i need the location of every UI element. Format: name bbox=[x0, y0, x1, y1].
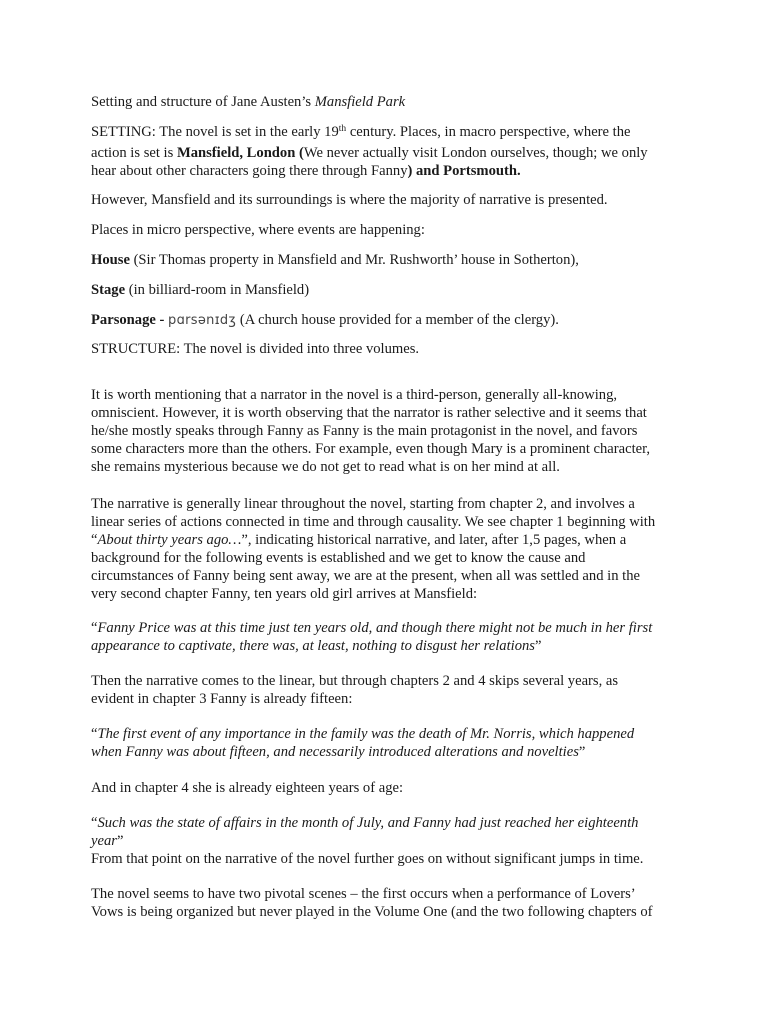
then-line-2: evident in chapter 3 Fanny is already fifteen: bbox=[91, 691, 353, 707]
pivotal-line-1: The novel seems to have two pivotal scenes – the first occurs when a performance of Lovers’ bbox=[91, 886, 636, 902]
setting-line-3: hear about other characters going there through Fanny) and Portsmouth. bbox=[91, 163, 521, 179]
quote-3-line-2: year” bbox=[91, 833, 124, 849]
narrative-line-5: circumstances of Fanny being sent away, we are at the present, when all was settled and in the bbox=[91, 568, 640, 584]
house-item: House (Sir Thomas property in Mansfield and Mr. Rushworth’ house in Sotherton), bbox=[91, 252, 579, 268]
narrative-line-3: “About thirty years ago…”, indicating historical narrative, and later, after 1,5 pages, when a bbox=[91, 532, 627, 548]
ipa-transcription: pɑrsənɪdʒ bbox=[168, 313, 237, 328]
parsonage-item: Parsonage - pɑrsənɪdʒ (A church house provided for a member of the clergy). bbox=[91, 312, 559, 328]
setting-line-1: SETTING: The novel is set in the early 19th century. Places, in macro perspective, where the bbox=[91, 124, 631, 140]
narrator-line-1: It is worth mentioning that a narrator in the novel is a third-person, generally all-knowing, bbox=[91, 387, 618, 403]
stage-item: Stage (in billiard-room in Mansfield) bbox=[91, 282, 310, 298]
document-page bbox=[91, 0, 691, 1024]
narrative-line-1: The narrative is generally linear throughout the novel, starting from chapter 2, and involves a bbox=[91, 496, 635, 512]
quote-2-line-1: “The first event of any importance in the family was the death of Mr. Norris, which happened bbox=[91, 726, 635, 742]
from-that-point-line: From that point on the narrative of the novel further goes on without significant jumps in time. bbox=[91, 851, 644, 867]
then-line-1: Then the narrative comes to the linear, but through chapters 2 and 4 skips several years, as bbox=[91, 673, 619, 689]
setting-line-2: action is set is Mansfield, London (We never actually visit London ourselves, though; we only bbox=[91, 145, 648, 161]
quote-3-line-1: “Such was the state of affairs in the month of July, and Fanny had just reached her eighteenth bbox=[91, 815, 639, 831]
micro-paragraph: Places in micro perspective, where events are happening: bbox=[91, 222, 425, 238]
narrative-line-6: very second chapter Fanny, ten years old girl arrives at Mansfield: bbox=[91, 586, 478, 602]
pivotal-line-2: Vows is being organized but never played in the Volume One (and the two following chapters of bbox=[91, 904, 653, 920]
narrative-line-2: linear series of actions connected in time and through causality. We see chapter 1 beginning with bbox=[91, 514, 656, 530]
however-paragraph: However, Mansfield and its surroundings is where the majority of narrative is presented. bbox=[91, 192, 608, 208]
document-title: Setting and structure of Jane Austen’s Mansfield Park bbox=[91, 94, 406, 110]
narrator-line-2: omniscient. However, it is worth observing that the narrator is rather selective and it seems that bbox=[91, 405, 647, 421]
structure-paragraph: STRUCTURE: The novel is divided into three volumes. bbox=[91, 341, 420, 357]
book-title: Mansfield Park bbox=[314, 94, 406, 110]
quote-2-line-2: when Fanny was about fifteen, and necessarily introduced alterations and novelties” bbox=[91, 744, 586, 760]
narrative-line-4: background for the following events is established and we get to know the cause and bbox=[91, 550, 586, 566]
quote-1-line-1: “Fanny Price was at this time just ten years old, and though there might not be much in her first bbox=[91, 620, 653, 636]
narrator-line-5: she remains mysterious because we do not get to read what is on her mind at all. bbox=[91, 459, 560, 475]
narrator-line-3: he/she mostly speaks through Fanny as Fanny is the main protagonist in the novel, and favors bbox=[91, 423, 638, 439]
narrator-line-4: some characters more than the others. For example, even though Mary is a prominent character, bbox=[91, 441, 651, 457]
quote-1-line-2: appearance to captivate, there was, at least, nothing to disgust her relations” bbox=[91, 638, 542, 654]
chapter-4-paragraph: And in chapter 4 she is already eighteen years of age: bbox=[91, 780, 404, 796]
